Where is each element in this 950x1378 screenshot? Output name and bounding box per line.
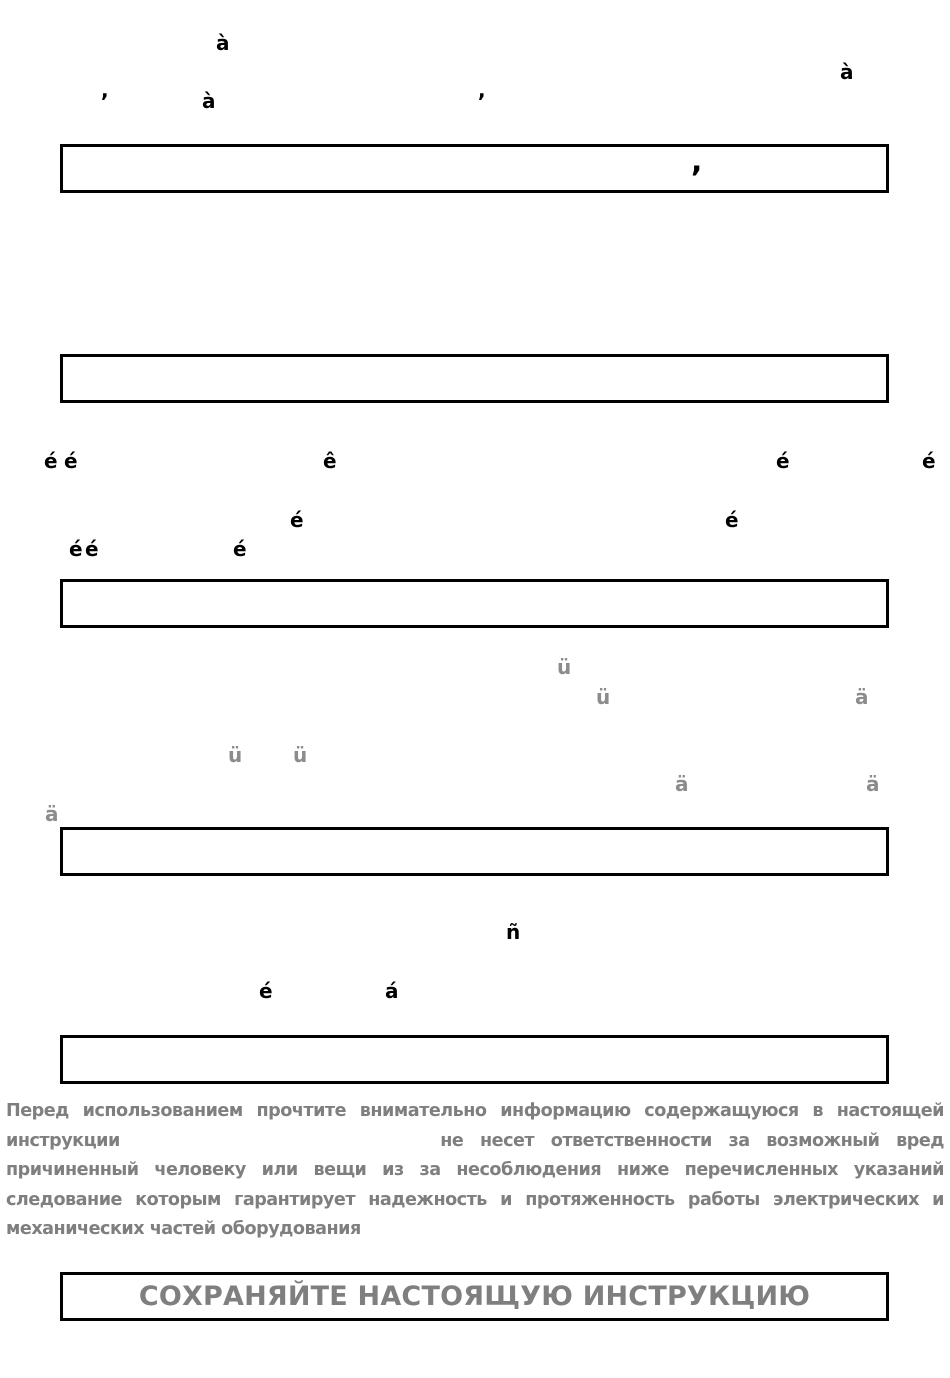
warning-line-3: причиненный человеку или вещи из за несоблюдения ниже перечисленных указаний xyxy=(6,1160,944,1180)
glyph-u-umlaut: ü xyxy=(596,685,611,709)
glyph-e-acute: é xyxy=(259,979,273,1003)
save-instructions-title: СОХРАНЯЙТЕ НАСТОЯЩУЮ ИНСТРУКЦИЮ xyxy=(138,1281,811,1312)
glyph-e-acute: é xyxy=(922,449,936,473)
warning-line-5: механических частей оборудования xyxy=(6,1219,361,1239)
glyph-a-grave: à xyxy=(840,60,854,84)
glyph-e-circumflex: ê xyxy=(323,449,337,473)
glyph-u-umlaut: ü xyxy=(557,655,572,679)
save-instructions-box xyxy=(60,1272,889,1321)
glyph-u-umlaut: ü xyxy=(293,743,308,767)
section-box-3 xyxy=(60,579,889,628)
glyph-e-acute: é xyxy=(44,449,58,473)
warning-line-2-start: инструкции xyxy=(6,1130,120,1151)
glyph-a-grave: à xyxy=(202,89,216,113)
glyph-comma: , xyxy=(691,144,703,179)
glyph-a-umlaut: ä xyxy=(866,772,880,796)
warning-line-1: Перед использованием прочтите внимательно информацию содержащуюся в настоящей xyxy=(6,1101,944,1121)
glyph-u-umlaut: ü xyxy=(228,743,243,767)
section-box-2 xyxy=(60,354,889,403)
glyph-a-umlaut: ä xyxy=(45,802,59,826)
glyph-n-tilde: ñ xyxy=(506,920,521,944)
glyph-comma: , xyxy=(478,78,486,102)
section-box-1 xyxy=(60,144,889,193)
warning-line-2 xyxy=(6,1127,944,1157)
glyph-e-acute: é xyxy=(69,537,83,561)
glyph-a-grave: à xyxy=(216,31,230,55)
glyph-a-acute: á xyxy=(385,979,399,1003)
glyph-e-acute: é xyxy=(233,537,247,561)
glyph-e-acute: é xyxy=(725,508,739,532)
warning-paragraph xyxy=(6,1097,944,1245)
glyph-a-umlaut: ä xyxy=(675,772,689,796)
glyph-e-acute: é xyxy=(85,537,99,561)
warning-line-4: следование которым гарантирует надежность и протяженность работы электрических и xyxy=(6,1189,944,1210)
glyph-e-acute: é xyxy=(290,508,304,532)
glyph-e-acute: é xyxy=(776,449,790,473)
section-box-5 xyxy=(60,1035,889,1084)
warning-line-2-end: не несет ответственности за возможный вред xyxy=(440,1130,944,1151)
section-box-4 xyxy=(60,827,889,876)
glyph-e-acute: é xyxy=(64,449,78,473)
glyph-comma: , xyxy=(101,78,109,102)
glyph-a-umlaut: ä xyxy=(855,685,869,709)
